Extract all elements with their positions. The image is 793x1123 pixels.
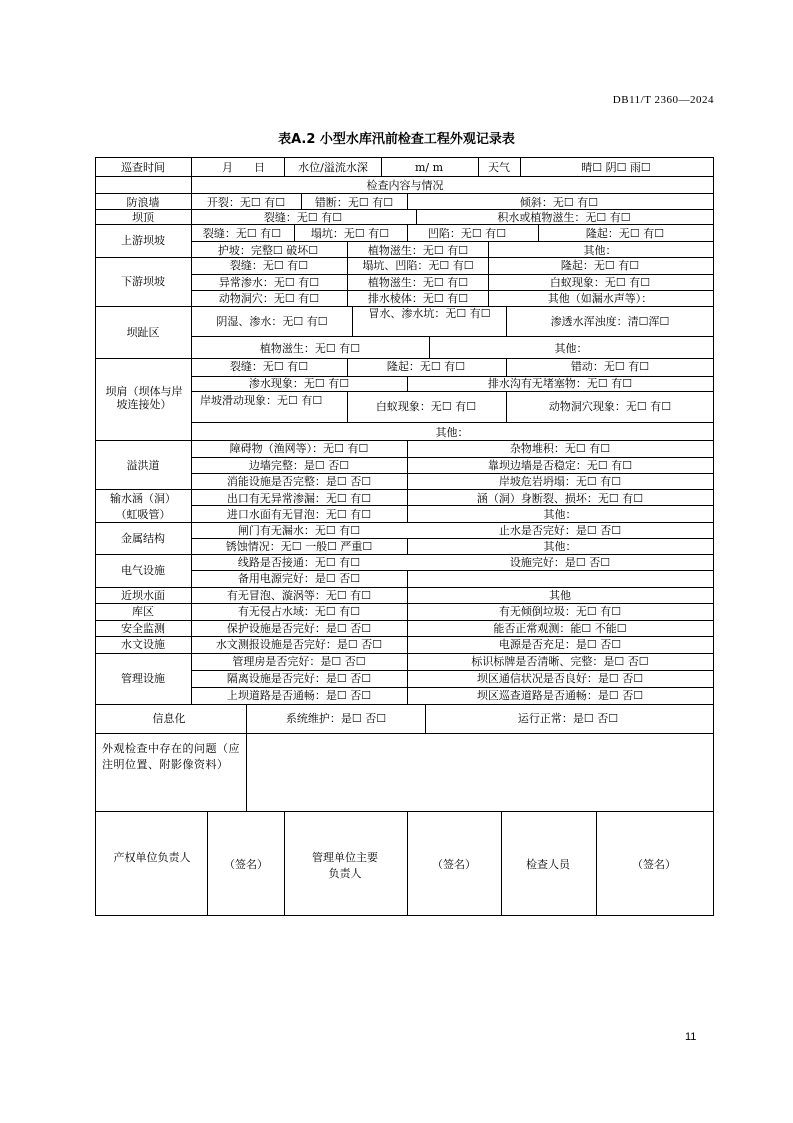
inspector-signature[interactable]: （签名） (632, 858, 676, 871)
upstream-label: 上游坝坡 (121, 234, 165, 247)
management-isolation[interactable]: 隔离设施是否完好：是☐ 否☐ (226, 672, 372, 685)
management-road[interactable]: 上坝道路是否通畅：是☐ 否☐ (226, 689, 372, 702)
water-level-field[interactable]: m/ m (414, 161, 444, 174)
spillway-energy[interactable]: 消能设施是否完整：是☐ 否☐ (226, 475, 372, 488)
spillway-sidewall[interactable]: 边墙完整：是☐ 否☐ (248, 459, 350, 472)
day-field[interactable]: 日 (254, 161, 265, 174)
management-house[interactable]: 管理房是否完好：是☐ 否☐ (232, 655, 366, 668)
culvert-label: 输水涵（洞） (110, 492, 176, 505)
culvert-sublabel: （虹吸管） (115, 508, 171, 521)
culvert-body[interactable]: 涵（洞）身断裂、损坏：无☐ 有☐ (476, 492, 644, 505)
manager-signature[interactable]: （签名） (432, 858, 476, 871)
toe-boil[interactable]: 冒水、渗水坑：无☐ 有☐ (368, 307, 491, 320)
toe-other[interactable]: 其他： (554, 342, 588, 355)
metal-rust[interactable]: 锈蚀情况：无☐ 一般☐ 严重☐ (225, 540, 373, 553)
safety-protect[interactable]: 保护设施是否完好：是☐ 否☐ (226, 622, 372, 635)
problems-input-area[interactable] (249, 736, 709, 808)
management-patrol[interactable]: 坝区巡查道路是否通畅：是☐ 否☐ (476, 689, 644, 702)
upstream-crack[interactable]: 裂缝：无☐ 有☐ (202, 227, 282, 240)
shoulder-shift[interactable]: 错动：无☐ 有☐ (570, 360, 650, 373)
reservoir-occupy[interactable]: 有无侵占水域：无☐ 有☐ (237, 605, 361, 618)
table-title: 表A.2 小型水库汛前检查工程外观记录表 (278, 132, 515, 147)
electric-backup[interactable]: 备用电源完好：是☐ 否☐ (237, 572, 361, 585)
shoulder-label: 坝肩（坝体与岸坡连接处） (105, 385, 183, 411)
wave-wall-label: 防浪墙 (126, 196, 160, 209)
management-sign[interactable]: 标识标牌是否清晰、完整：是☐ 否☐ (471, 655, 649, 668)
upstream-bulge[interactable]: 隆起：无☐ 有☐ (585, 227, 665, 240)
downstream-termite[interactable]: 白蚁现象：无☐ 有☐ (549, 276, 651, 289)
near-water-bubble[interactable]: 有无冒泡、漩涡等：无☐ 有☐ (226, 589, 372, 602)
electric-facility[interactable]: 设施完好：是☐ 否☐ (509, 556, 611, 569)
toe-label: 坝趾区 (126, 326, 160, 339)
inspection-time-label: 巡查时间 (121, 161, 165, 174)
hydro-protect[interactable]: 水文测报设施是否完好：是☐ 否☐ (215, 638, 383, 651)
wave-wall-misalign[interactable]: 错断：无☐ 有☐ (314, 196, 394, 209)
downstream-collapse[interactable]: 塌坑、凹陷：无☐ 有☐ (362, 259, 474, 272)
crest-water[interactable]: 积水或植物滋生：无☐ 有☐ (497, 211, 631, 224)
hydro-power[interactable]: 电源是否充足：是☐ 否☐ (498, 638, 622, 651)
culvert-other[interactable]: 其他： (543, 508, 577, 521)
spillway-obstacle[interactable]: 障碍物（渔网等）：无☐ 有☐ (229, 442, 369, 455)
management-comm[interactable]: 坝区通信状况是否良好：是☐ 否☐ (476, 672, 644, 685)
downstream-bulge[interactable]: 隆起：无☐ 有☐ (560, 259, 640, 272)
management-label: 管理设施 (121, 672, 165, 685)
info-label: 信息化 (152, 712, 186, 725)
electric-label: 电气设施 (121, 564, 165, 577)
problems-label: 外观检查中存在的问题（应注明位置、附影像资料） (102, 742, 240, 771)
upstream-plant[interactable]: 植物滋生：无☐ 有☐ (367, 244, 469, 257)
toe-turbidity[interactable]: 渗透水浑浊度：清☐浑☐ (550, 315, 670, 328)
shoulder-ditch[interactable]: 排水沟有无堵塞物：无☐ 有☐ (487, 377, 633, 390)
wave-wall-crack[interactable]: 开裂：无☐ 有☐ (206, 196, 286, 209)
water-level-label: 水位/溢流水深 (298, 161, 368, 174)
shoulder-hole[interactable]: 动物洞穴现象：无☐ 有☐ (548, 400, 672, 413)
standard-code: DB11/T 2360—2024 (612, 94, 714, 106)
metal-other[interactable]: 其他： (543, 540, 577, 553)
shoulder-slide[interactable]: 岸坡滑动现象：无☐ 有☐ (200, 394, 323, 407)
spillway-label: 溢洪道 (126, 459, 160, 472)
safety-observe[interactable]: 能否正常观测：能☐ 不能☐ (493, 622, 627, 635)
manager-label: 管理单位主要负责人 (312, 851, 378, 880)
owner-label: 产权单位负责人 (113, 851, 191, 864)
weather-options[interactable]: 晴☐ 阴☐ 雨☐ (581, 161, 651, 174)
toe-wet[interactable]: 阴湿、渗水：无☐ 有☐ (216, 315, 328, 328)
metal-gate[interactable]: 闸门有无漏水：无☐ 有☐ (237, 524, 361, 537)
spillway-debris[interactable]: 杂物堆积：无☐ 有☐ (509, 442, 611, 455)
crest-crack[interactable]: 裂缝：无☐ 有☐ (263, 211, 343, 224)
upstream-collapse[interactable]: 塌坑：无☐ 有☐ (310, 227, 390, 240)
downstream-seep[interactable]: 异常渗水：无☐ 有☐ (218, 276, 320, 289)
spillway-rock[interactable]: 岸坡危岩坍塌：无☐ 有☐ (498, 475, 622, 488)
culvert-outlet[interactable]: 出口有无异常渗漏：无☐ 有☐ (226, 492, 372, 505)
electric-line[interactable]: 线路是否接通：无☐ 有☐ (237, 556, 361, 569)
downstream-plant[interactable]: 植物滋生：无☐ 有☐ (367, 276, 469, 289)
inspector-label: 检查人员 (526, 858, 570, 871)
shoulder-crack[interactable]: 裂缝：无☐ 有☐ (229, 360, 309, 373)
hydro-label: 水文设施 (121, 638, 165, 651)
shoulder-termite[interactable]: 白蚁现象：无☐ 有☐ (375, 400, 477, 413)
downstream-drain[interactable]: 排水棱体：无☐ 有☐ (367, 292, 469, 305)
downstream-other[interactable]: 其他（如漏水声等）： (547, 292, 653, 305)
shoulder-bulge[interactable]: 隆起：无☐ 有☐ (386, 360, 466, 373)
upstream-other[interactable]: 其他： (583, 244, 617, 257)
wave-wall-tilt[interactable]: 倾斜：无☐ 有☐ (519, 196, 599, 209)
reservoir-label: 库区 (132, 605, 154, 618)
info-normal[interactable]: 运行正常：是☐ 否☐ (517, 712, 619, 725)
near-water-label: 近坝水面 (121, 589, 165, 602)
month-field[interactable]: 月 (222, 161, 233, 174)
crest-label: 坝顶 (132, 211, 154, 224)
page-number: 11 (685, 1031, 697, 1043)
metal-label: 金属结构 (121, 532, 165, 545)
metal-seal[interactable]: 止水是否完好：是☐ 否☐ (498, 524, 622, 537)
shoulder-seep[interactable]: 渗水现象：无☐ 有☐ (248, 377, 350, 390)
section-header: 检查内容与情况 (366, 179, 444, 192)
safety-label: 安全监测 (121, 622, 165, 635)
culvert-inlet[interactable]: 进口水面有无冒泡：无☐ 有☐ (226, 508, 372, 521)
spillway-stable[interactable]: 靠坝边墙是否稳定：无☐ 有☐ (487, 459, 633, 472)
info-maintain[interactable]: 系统维护：是☐ 否☐ (285, 712, 387, 725)
shoulder-other[interactable]: 其他： (435, 426, 469, 439)
downstream-hole[interactable]: 动物洞穴：无☐ 有☐ (218, 292, 320, 305)
toe-plant[interactable]: 植物滋生：无☐ 有☐ (259, 342, 361, 355)
near-water-other[interactable]: 其他 (549, 589, 571, 602)
downstream-crack[interactable]: 裂缝：无☐ 有☐ (229, 259, 309, 272)
weather-label: 天气 (488, 161, 510, 174)
upstream-sink[interactable]: 凹陷：无☐ 有☐ (427, 227, 507, 240)
owner-signature[interactable]: （签名） (224, 858, 268, 871)
reservoir-dump[interactable]: 有无倾倒垃圾：无☐ 有☐ (498, 605, 622, 618)
inspection-record-table (95, 157, 714, 916)
upstream-protect[interactable]: 护坡：完整☐ 破坏☐ (217, 244, 319, 257)
downstream-label: 下游坝坡 (121, 275, 165, 288)
